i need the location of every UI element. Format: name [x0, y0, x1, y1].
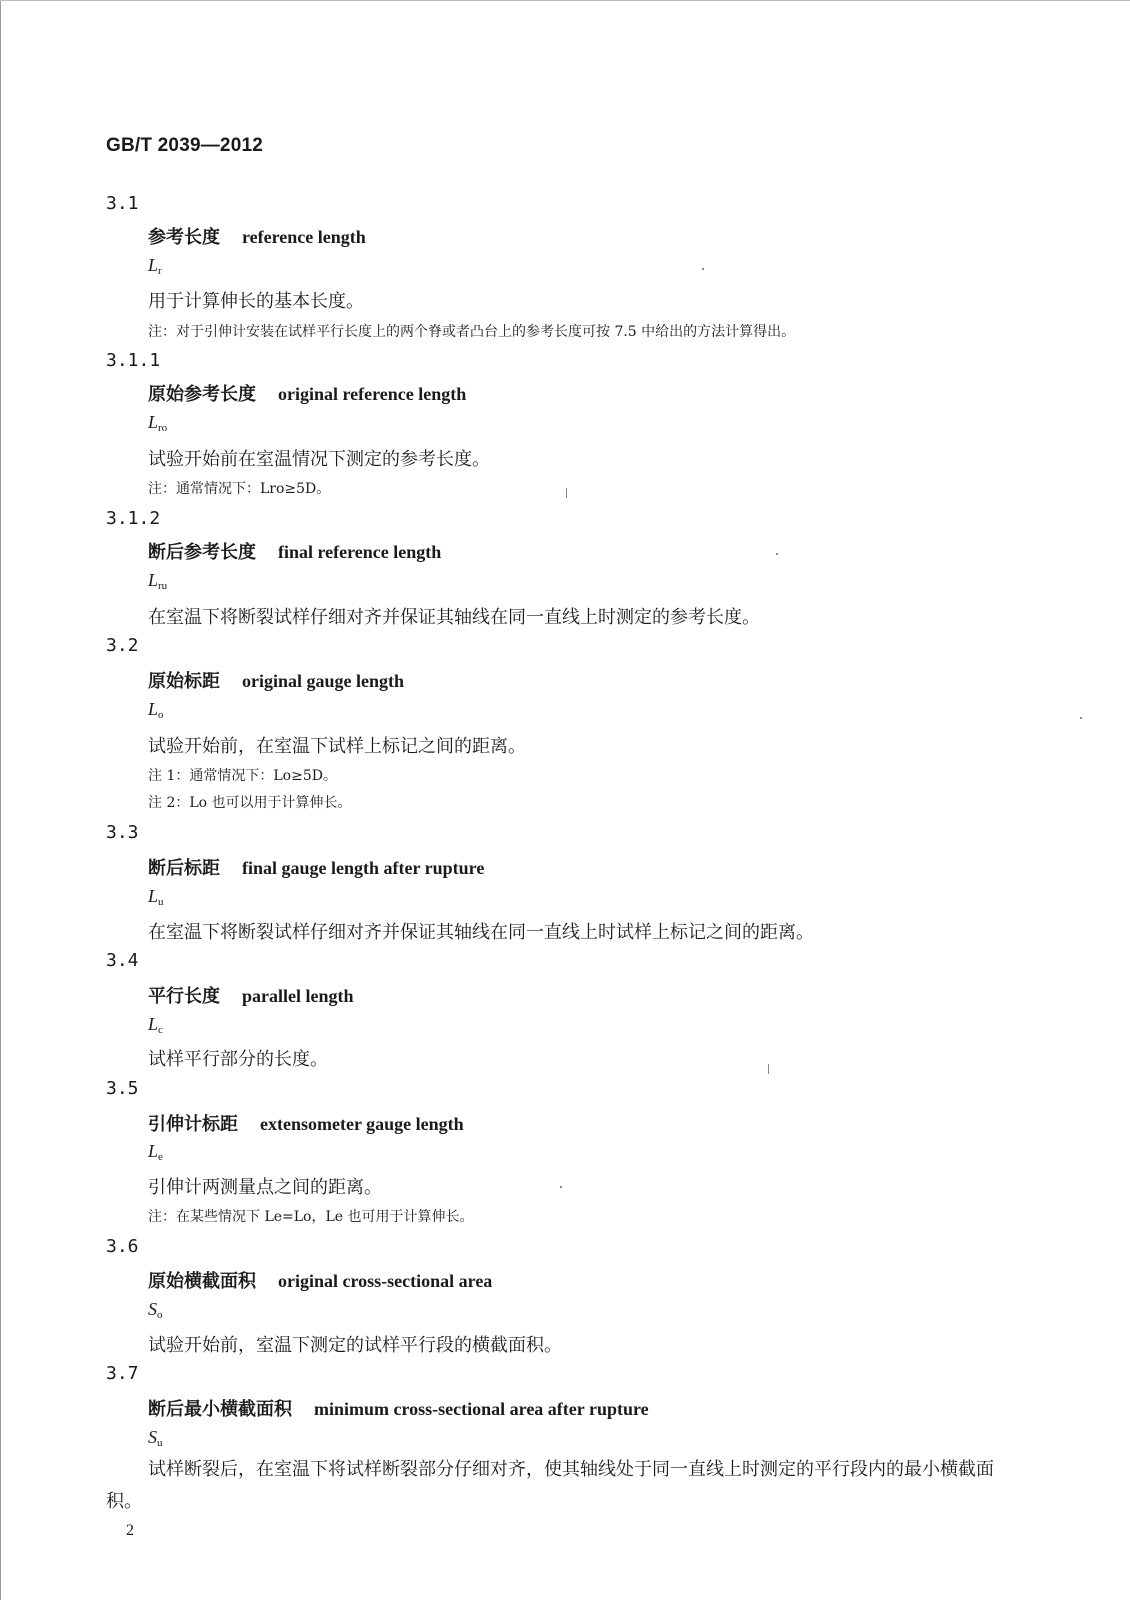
term-symbol: $L_o$	[148, 699, 164, 721]
clause-number: 3.7	[106, 1363, 139, 1384]
term-symbol: $S_u$	[148, 1427, 163, 1449]
term-english: final gauge length after rupture	[242, 858, 485, 878]
term-heading	[148, 1110, 464, 1136]
term-english: original gauge length	[242, 671, 405, 691]
clause-number: 3.5	[106, 1078, 139, 1099]
standard-header: GB/T 2039—2012	[106, 135, 263, 156]
term-heading	[148, 380, 466, 406]
scan-speck	[1080, 717, 1082, 719]
term-definition: 试样平行部分的长度。	[148, 1049, 328, 1070]
term-chinese: 参考长度	[148, 227, 220, 248]
scan-speck	[566, 488, 567, 498]
scan-speck	[560, 1186, 562, 1188]
term-chinese: 断后最小横截面积	[148, 1399, 292, 1420]
term-english: minimum cross-sectional area after rupture	[314, 1399, 649, 1419]
scan-speck	[776, 553, 778, 555]
term-chinese: 断后标距	[148, 858, 220, 879]
page-number: 2	[126, 1522, 134, 1539]
term-definition: 试验开始前在室温情况下测定的参考长度。	[148, 449, 490, 470]
term-definition: 在室温下将断裂试样仔细对齐并保证其轴线在同一直线上时测定的参考长度。	[148, 607, 760, 628]
clause-number: 3.3	[106, 822, 139, 843]
term-note: 注：在某些情况下 Le=Lo，Le 也可用于计算伸长。	[148, 1209, 474, 1225]
term-definition: 用于计算伸长的基本长度。	[148, 291, 364, 312]
term-definition: 试样断裂后，在室温下将试样断裂部分仔细对齐，使其轴线处于同一直线上时测定的平行段内的最小横截面积。	[106, 1459, 994, 1512]
term-heading	[148, 667, 404, 693]
term-english: original reference length	[278, 384, 467, 404]
term-heading	[148, 538, 441, 564]
term-heading	[148, 1395, 649, 1421]
term-symbol: $L_c$	[148, 1014, 163, 1036]
term-definition: 试验开始前，室温下测定的试样平行段的横截面积。	[148, 1335, 562, 1356]
term-chinese: 原始标距	[148, 671, 220, 692]
clause-number: 3.1.2	[106, 508, 161, 529]
scan-speck	[768, 1064, 769, 1074]
term-symbol: $L_u$	[148, 886, 164, 908]
term-english: extensometer gauge length	[260, 1114, 464, 1134]
clause-number: 3.1.1	[106, 350, 161, 371]
term-definition: 在室温下将断裂试样仔细对齐并保证其轴线在同一直线上时试样上标记之间的距离。	[148, 922, 814, 943]
page-top-edge	[0, 0, 1130, 1]
clause-number: 3.6	[106, 1236, 139, 1257]
term-heading	[148, 1267, 492, 1293]
term-english: reference length	[242, 227, 366, 247]
term-chinese: 原始横截面积	[148, 1271, 256, 1292]
term-note: 注 2：Lo 也可以用于计算伸长。	[148, 795, 352, 811]
clause-number: 3.1	[106, 193, 139, 214]
term-symbol: $S_o$	[148, 1299, 163, 1321]
clause-number: 3.4	[106, 950, 139, 971]
term-note: 注：对于引伸计安装在试样平行长度上的两个脊或者凸台上的参考长度可按 7.5 中给出的方法计算得出。	[148, 324, 796, 340]
term-definition: 引伸计两测量点之间的距离。	[148, 1177, 382, 1198]
term-chinese: 断后参考长度	[148, 542, 256, 563]
term-symbol: $L_{ro}$	[148, 412, 168, 434]
term-english: original cross-sectional area	[278, 1271, 493, 1291]
term-symbol: $L_r$	[148, 255, 162, 277]
term-symbol: $L_{ru}$	[148, 570, 168, 592]
term-english: parallel length	[242, 986, 354, 1006]
clause-number: 3.2	[106, 635, 139, 656]
term-symbol: $L_e$	[148, 1141, 163, 1163]
term-heading	[148, 982, 354, 1008]
term-english: final reference length	[278, 542, 442, 562]
page-left-edge	[0, 0, 1, 1600]
term-chinese: 平行长度	[148, 986, 220, 1007]
term-chinese: 引伸计标距	[148, 1114, 238, 1135]
scan-speck	[702, 268, 704, 270]
term-note: 注：通常情况下：Lro≥5D。	[148, 481, 331, 497]
term-definition: 试验开始前，在室温下试样上标记之间的距离。	[148, 736, 526, 757]
term-heading	[148, 223, 366, 249]
term-heading	[148, 854, 484, 880]
term-chinese: 原始参考长度	[148, 384, 256, 405]
term-note: 注 1：通常情况下：Lo≥5D。	[148, 768, 337, 784]
